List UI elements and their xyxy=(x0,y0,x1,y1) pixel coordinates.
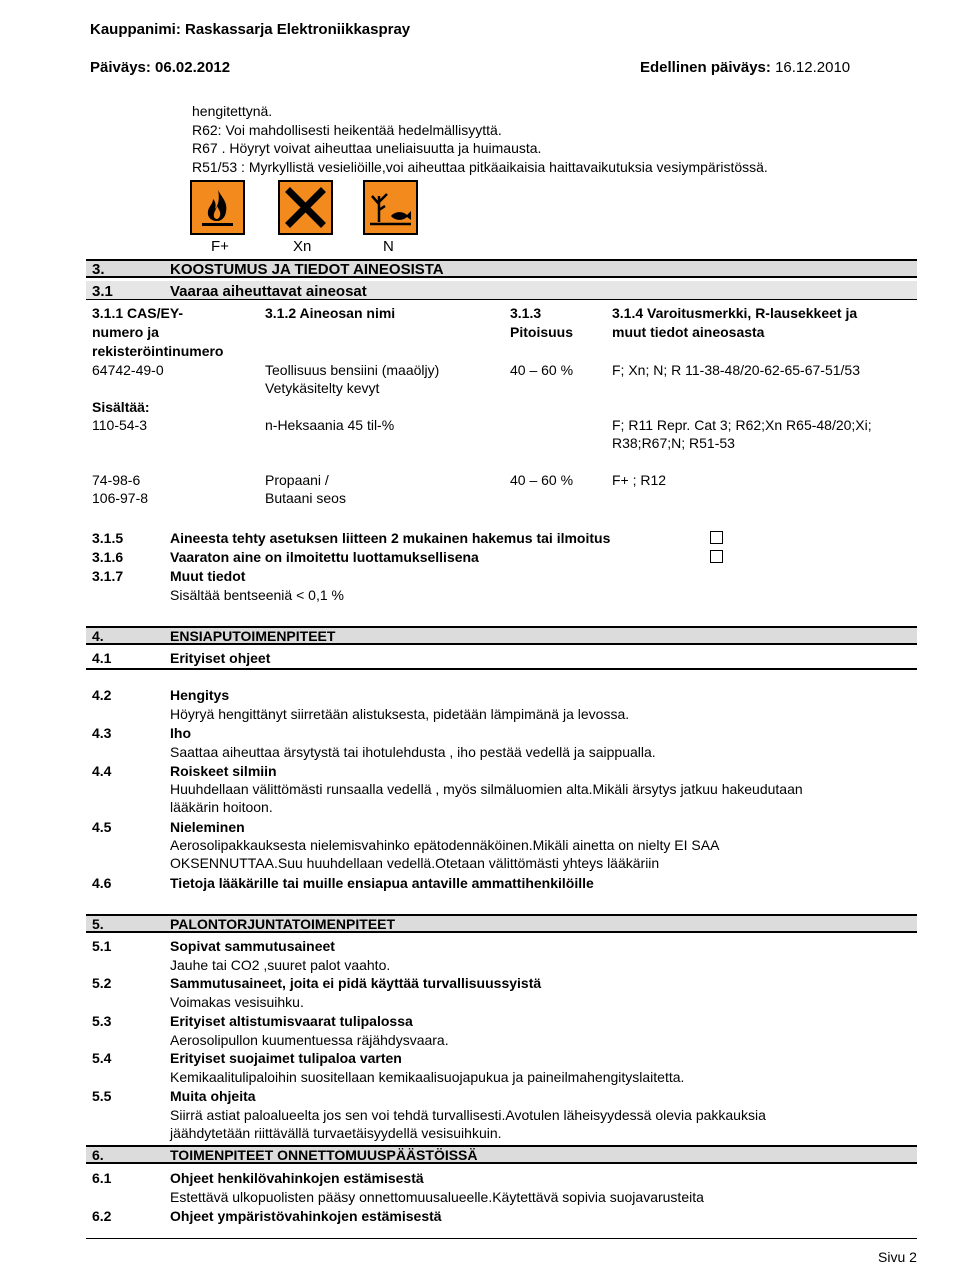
symbol-label-fplus: F+ xyxy=(211,238,229,255)
company-name: Kauppanimi: Raskassarja Elektroniikkaspray xyxy=(90,21,411,38)
subsection-title: Sammutusaineet, joita ei pidä käyttää turvallisuussyistä xyxy=(170,975,542,991)
cas-number: 74-98-6 xyxy=(92,472,141,488)
item-number: 3.1.5 xyxy=(92,530,124,546)
subsection-title: Roiskeet silmiin xyxy=(170,763,277,779)
previous-date-value: 16.12.2010 xyxy=(775,59,851,76)
classification: F+ ; R12 xyxy=(612,472,667,488)
subsection-number: 5.1 xyxy=(92,938,112,954)
subsection-title: Erityiset ohjeet xyxy=(170,650,271,666)
subsection-number: 5.2 xyxy=(92,975,112,991)
footer-divider xyxy=(86,1238,917,1239)
section-6-number: 6. xyxy=(92,1147,104,1163)
subsection-title: Tietoja lääkärille tai muille ensiapua antaville ammattihenkilöille xyxy=(170,875,594,891)
previous-date xyxy=(640,59,850,77)
section-4-number: 4. xyxy=(92,628,104,644)
col-head-concentration: 3.1.3 xyxy=(510,305,542,321)
component-name: Propaani / xyxy=(265,472,329,488)
col-head-concentration: Pitoisuus xyxy=(510,324,574,340)
subsection-text: Voimakas vesisuihku. xyxy=(170,994,304,1010)
other-info-text: Sisältää bentseeniä < 0,1 % xyxy=(170,587,344,603)
subsection-number: 4.5 xyxy=(92,819,112,835)
subsection-number: 5.3 xyxy=(92,1013,112,1029)
section-5-title: PALONTORJUNTATOIMENPITEET xyxy=(170,916,396,932)
concentration: 40 – 60 % xyxy=(510,362,574,378)
symbol-label-n: N xyxy=(383,238,394,255)
subsection-title: Ohjeet henkilövahinkojen estämisestä xyxy=(170,1170,424,1186)
subsection-title: Muita ohjeita xyxy=(170,1088,256,1104)
checkbox-3-1-6[interactable] xyxy=(710,550,723,563)
component-name: Vetykäsitelty kevyt xyxy=(265,380,380,396)
subsection-number: 4.3 xyxy=(92,725,112,741)
col-head-cas: numero ja xyxy=(92,324,159,340)
subsection-title: Sopivat sammutusaineet xyxy=(170,938,335,954)
dead-tree-fish-icon xyxy=(363,180,418,235)
page-number: Sivu 2 xyxy=(878,1249,917,1265)
subsection-text: Saattaa aiheuttaa ärsytystä tai ihotulehdusta , iho pestää vedellä ja saippualla. xyxy=(170,744,656,760)
subsection-number: 5.5 xyxy=(92,1088,112,1104)
subsection-number: 4.1 xyxy=(92,650,112,666)
section-5-number: 5. xyxy=(92,916,104,932)
col-head-cas: rekisteröintinumero xyxy=(92,343,224,359)
item-number: 3.1.6 xyxy=(92,549,124,565)
flame-icon xyxy=(190,180,245,235)
subsection-title: Nieleminen xyxy=(170,819,245,835)
contains-label: Sisältää: xyxy=(92,399,150,415)
component-name: Butaani seos xyxy=(265,490,346,506)
col-head-cas: 3.1.1 CAS/EY- xyxy=(92,305,184,321)
classification: R38;R67;N; R51-53 xyxy=(612,435,735,451)
checkbox-3-1-5[interactable] xyxy=(710,531,723,544)
section-3-1-title: Vaaraa aiheuttavat aineosat xyxy=(170,283,367,300)
subsection-number: 4.6 xyxy=(92,875,112,891)
cross-icon xyxy=(278,180,333,235)
intro-line: hengitettynä. xyxy=(192,103,273,119)
subsection-text: Aerosolipullon kuumentuessa räjähdysvaara. xyxy=(170,1032,449,1048)
subsection-number: 4.2 xyxy=(92,687,112,703)
cas-number: 110-54-3 xyxy=(92,417,148,433)
subsection-text: Jauhe tai CO2 ,suuret palot vaahto. xyxy=(170,957,391,973)
section-4-title: ENSIAPUTOIMENPITEET xyxy=(170,628,336,644)
date: Päiväys: 06.02.2012 xyxy=(90,59,231,76)
subsection-title: Hengitys xyxy=(170,687,230,703)
subsection-text: Siirrä astiat paloalueelta jos sen voi tehdä turvallisesti.Avotulen läheisyydessä olevia pakkauksia xyxy=(170,1107,766,1123)
subsection-text: Estettävä ulkopuolisten pääsy onnettomuusalueelle.Käytettävä sopivia suojavarusteita xyxy=(170,1189,704,1205)
subsection-number: 6.1 xyxy=(92,1170,112,1186)
subsection-number: 6.2 xyxy=(92,1208,112,1224)
subsection-title: Erityiset altistumisvaarat tulipalossa xyxy=(170,1013,413,1029)
cas-number: 106-97-8 xyxy=(92,490,149,506)
col-head-classification: muut tiedot aineosasta xyxy=(612,324,765,340)
component-name: n-Heksaania 45 til-% xyxy=(265,417,395,433)
previous-date-label: Edellinen päiväys: xyxy=(640,59,771,76)
item-number: 3.1.7 xyxy=(92,568,124,584)
subsection-text: lääkärin hoitoon. xyxy=(170,799,273,815)
section-6-title: TOIMENPITEET ONNETTOMUUSPÄÄSTÖISSÄ xyxy=(170,1147,478,1163)
component-name: Teollisuus bensiini (maaöljy) xyxy=(265,362,440,378)
divider xyxy=(86,668,917,670)
intro-line: R67 . Höyryt voivat aiheuttaa uneliaisuutta ja huimausta. xyxy=(192,140,542,156)
subsection-text: Höyryä hengittänyt siirretään alistuksesta, pidetään lämpimänä ja levossa. xyxy=(170,706,630,722)
section-3-title: KOOSTUMUS JA TIEDOT AINEOSISTA xyxy=(170,261,444,278)
item-text: Muut tiedot xyxy=(170,568,246,584)
subsection-text: OKSENNUTTAA.Suu huuhdellaan vedellä.Otetaan välittömästi yhteys lääkäriin xyxy=(170,855,660,871)
subsection-title: Iho xyxy=(170,725,191,741)
concentration: 40 – 60 % xyxy=(510,472,574,488)
subsection-number: 5.4 xyxy=(92,1050,112,1066)
col-head-classification: 3.1.4 Varoitusmerkki, R-lausekkeet ja xyxy=(612,305,858,321)
item-text: Vaaraton aine on ilmoitettu luottamuksellisena xyxy=(170,549,479,565)
section-3-1-number: 3.1 xyxy=(92,283,113,300)
subsection-text: Aerosolipakkauksesta nielemisvahinko epätodennäköinen.Mikäli ainetta on nielty EI SAA xyxy=(170,837,720,853)
intro-line: R51/53 : Myrkyllistä vesieliöille,voi aiheuttaa pitkäaikaisia haittavaikutuksia vesiympäristössä. xyxy=(192,159,768,175)
cas-number: 64742-49-0 xyxy=(92,362,164,378)
subsection-title: Erityiset suojaimet tulipaloa varten xyxy=(170,1050,402,1066)
subsection-number: 4.4 xyxy=(92,763,112,779)
section-3-number: 3. xyxy=(92,261,105,278)
col-head-name: 3.1.2 Aineosan nimi xyxy=(265,305,396,321)
symbol-label-xn: Xn xyxy=(293,238,312,255)
classification: F; Xn; N; R 11-38-48/20-62-65-67-51/53 xyxy=(612,362,860,378)
item-text: Aineesta tehty asetuksen liitteen 2 mukainen hakemus tai ilmoitus xyxy=(170,530,611,546)
subsection-title: Ohjeet ympäristövahinkojen estämisestä xyxy=(170,1208,442,1224)
intro-line: R62: Voi mahdollisesti heikentää hedelmällisyyttä. xyxy=(192,122,502,138)
subsection-text: Kemikaalitulipaloihin suositellaan kemikaalisuojapukua ja paineilmahengityslaitetta. xyxy=(170,1069,685,1085)
subsection-text: Huuhdellaan välittömästi runsaalla vedellä , myös silmäluomien alta.Mikäli ärsytys jatkuu hakeudutaan xyxy=(170,781,803,797)
subsection-text: jäähdytetään riittävällä turvaetäisyydellä vesisuihkuin. xyxy=(170,1125,502,1141)
classification: F; R11 Repr. Cat 3; R62;Xn R65-48/20;Xi; xyxy=(612,417,872,433)
